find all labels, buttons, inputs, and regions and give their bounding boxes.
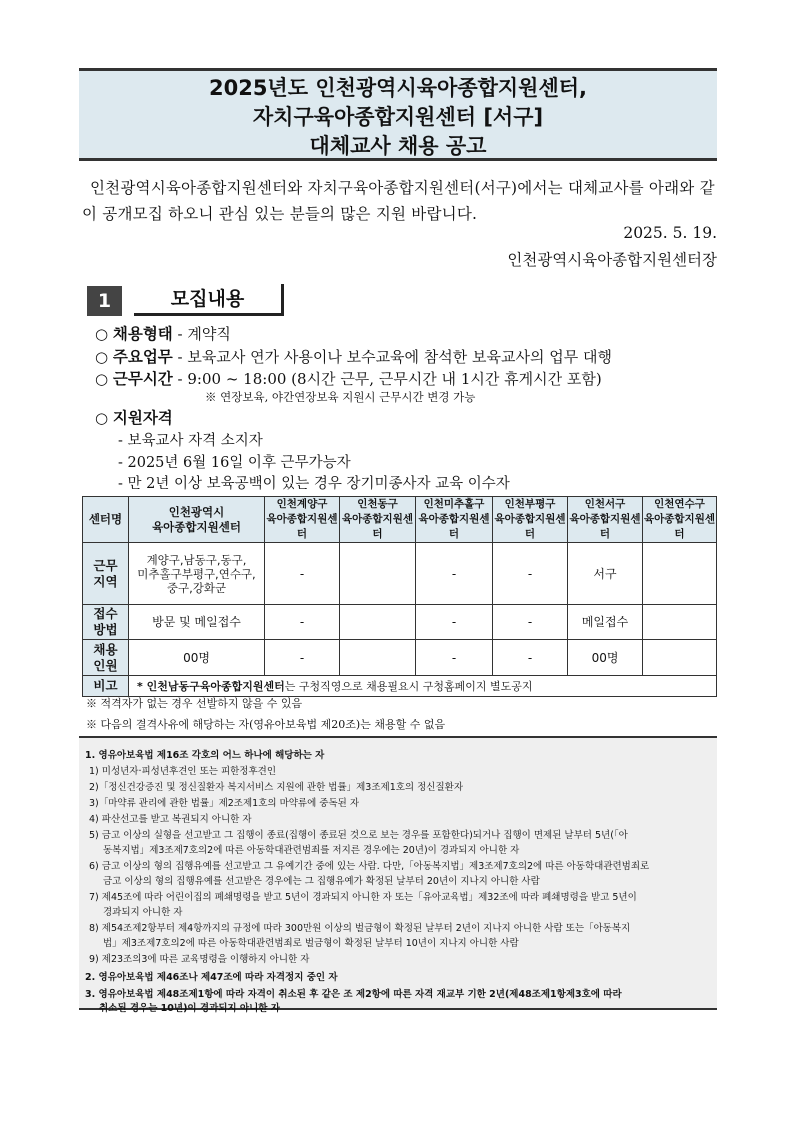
disq-heading-2: 2. 영유아보육법 제46조나 제47조에 따라 자격정지 중인 자: [85, 972, 338, 983]
disq-item-cont: 금고 이상의 형의 집행유예를 선고받은 경우에는 그 집행유예가 확정된 날부터 20년이 지나지 아니한 사람: [103, 876, 540, 887]
disq-item: 7) 제45조에 따라 어린이집의 폐쇄명령을 받고 5년이 경과되지 아니한 자 또는「유아교육법」제32조에 따라 폐쇄명령을 받고 5년이: [89, 892, 637, 903]
note-no-selection: ※ 적격자가 없는 경우 선발하지 않을 수 있음: [86, 697, 303, 710]
title-line-1: 2025년도 인천광역시육아종합지원센터,: [208, 76, 588, 100]
table-row: [83, 676, 717, 697]
item-value: - 9:00 ~ 18:00 (8시간 근무, 근무시간 내 1시간 휴게시간 포함): [172, 370, 602, 388]
disq-item-cont: 경과되지 아니한 자: [103, 907, 183, 918]
circle-bullet-icon: ○: [95, 325, 109, 343]
hours-note: ※ 연장보육, 야간연장보육 지원시 근무시간 변경 가능: [205, 390, 476, 404]
table-cell: 메일접수: [568, 605, 643, 640]
center-table: [82, 496, 717, 697]
item-value: - 보육교사 연가 사용이나 보수교육에 참석한 보육교사의 업무 대행: [172, 348, 612, 366]
circle-bullet-icon: ○: [95, 370, 109, 388]
note-disqualification: ※ 다음의 결격사유에 해당하는 자(영유아보육법 제20조)는 채용할 수 없음: [86, 718, 446, 731]
item-main-duty: [95, 345, 612, 367]
circle-bullet-icon: ○: [95, 409, 109, 427]
intro-paragraph: 인천광역시육아종합지원센터와 자치구육아종합지원센터(서구)에서는 대체교사를 아래와 같이 공개모집 하오니 관심 있는 분들의 많은 지원 바랍니다.: [82, 179, 715, 223]
item-employment-type: [95, 322, 231, 344]
table-cell: -: [416, 543, 493, 605]
table-row: [83, 640, 717, 676]
table-cell: [340, 605, 416, 640]
header-donggu: 인천동구 육아종합지원센터: [340, 497, 416, 543]
table-cell: [643, 605, 717, 640]
issuer-name: 인천광역시육아종합지원센터장: [507, 251, 717, 269]
disq-item: 9) 제23조의3에 따른 교육명령을 이행하지 아니한 자: [89, 954, 310, 965]
item-label: 지원자격: [112, 409, 173, 427]
table-cell: [643, 640, 717, 676]
header-seogu: 인천서구 육아종합지원센터: [568, 497, 643, 543]
circle-bullet-icon: ○: [95, 348, 109, 366]
row-label-method: 접수 방법: [83, 605, 129, 640]
title-line-3: 대체교사 채용 공고: [309, 134, 487, 158]
header-bupyeong: 인천부평구 육아종합지원센터: [493, 497, 568, 543]
item-qualification: [95, 406, 173, 428]
item-value: - 계약직: [172, 325, 231, 343]
row-label-count: 채용 인원: [83, 640, 129, 676]
qualification-3: - 만 2년 이상 보육공백이 있는 경우 장기미종사자 교육 이수자: [118, 476, 510, 492]
table-cell: -: [265, 640, 340, 676]
disq-heading-3: 3. 영유아보육법 제48조제1항에 따라 자격이 취소된 후 같은 조 제2항에 따른 자격 재교부 기한 2년(제48조제1항제3호에 따라: [85, 989, 622, 1000]
table-corner: 센터명: [83, 497, 129, 543]
header-michuhol: 인천미추홀구 육아종합지원센터: [416, 497, 493, 543]
title-banner: [79, 68, 717, 161]
disq-heading-3-cont: 취소된 경우는 10년)이 경과되지 아니한 자: [99, 1003, 280, 1014]
disq-item: 1) 미성년자·피성년후견인 또는 피한정후견인: [89, 766, 277, 777]
header-incheon-city: 인천광역시 육아종합지원센터: [129, 497, 265, 543]
table-row: [83, 543, 717, 605]
disq-item: 2)「정신건강증진 및 정신질환자 복지서비스 지원에 관한 법률」제3조제1호의 정신질환자: [89, 782, 463, 793]
table-cell: [643, 543, 717, 605]
disqualification-box: [79, 736, 717, 1014]
disq-item: 3)「마약류 관리에 관한 법률」제2조제1호의 마약류에 중독된 자: [89, 798, 360, 809]
disq-item: 5) 금고 이상의 실형을 선고받고 그 집행이 종료(집행이 종료된 것으로 보는 경우를 포함한다)되거나 집행이 면제된 날부터 5년(「아: [89, 830, 628, 841]
table-cell: [340, 640, 416, 676]
table-header-row: [83, 497, 717, 543]
item-label: 채용형태: [112, 325, 173, 343]
table-cell: 00명: [129, 640, 265, 676]
item-work-hours: [95, 367, 602, 389]
table-cell: 00명: [568, 640, 643, 676]
disq-item: 4) 파산선고를 받고 복권되지 아니한 자: [89, 814, 252, 825]
table-cell: -: [493, 605, 568, 640]
disq-heading-1: 1. 영유아보육법 제16조 각호의 어느 하나에 해당하는 자: [85, 750, 325, 761]
table-cell: -: [265, 543, 340, 605]
table-cell: -: [265, 605, 340, 640]
table-cell: -: [416, 640, 493, 676]
disq-item: 8) 제54조제2항부터 제4항까지의 규정에 따라 300만원 이상의 벌금형이 확정된 날부터 2년이 지나지 아니한 사람 또는「아동복지: [89, 923, 631, 934]
table-cell: -: [493, 640, 568, 676]
table-note: * 인천남동구육아종합지원센터는 구청직영으로 채용필요시 구청홈페이지 별도공지: [129, 676, 717, 697]
table-cell: 서구: [568, 543, 643, 605]
title-line-2: 자치구육아종합지원센터 [서구]: [252, 105, 544, 129]
table-row: [83, 605, 717, 640]
qualification-1: - 보육교사 자격 소지자: [118, 433, 263, 449]
table-cell: -: [416, 605, 493, 640]
table-cell: 방문 및 메일접수: [129, 605, 265, 640]
item-label: 주요업무: [112, 348, 173, 366]
disq-item-cont: 법」제3조제7호의2에 따른 아동학대관련범죄로 벌금형이 확정된 날부터 10년이 지나지 아니한 사람: [103, 938, 519, 949]
header-yeonsu: 인천연수구 육아종합지원센터: [643, 497, 717, 543]
header-gyeyang: 인천계양구 육아종합지원센터: [265, 497, 340, 543]
disq-item-cont: 동복지법」제3조제7호의2에 따른 아동학대관련범죄를 저지른 경우에는 20년)이 경과되지 아니한 자: [103, 845, 520, 856]
section-number: 1: [87, 286, 122, 316]
row-label-region: 근무 지역: [83, 543, 129, 605]
qualification-2: - 2025년 6월 16일 이후 근무가능자: [118, 455, 351, 471]
disq-item: 6) 금고 이상의 형의 집행유예를 선고받고 그 유예기간 중에 있는 사람. 다만,「아동복지법」제3조제7호의2에 따른 아동학대관련범죄로: [89, 861, 650, 872]
announcement-date: 2025. 5. 19.: [623, 224, 717, 242]
section-title: 모집내용: [134, 284, 284, 316]
table-cell: [340, 543, 416, 605]
item-label: 근무시간: [112, 370, 173, 388]
table-cell: -: [493, 543, 568, 605]
table-cell: 계양구,남동구,동구, 미추홀구부평구,연수구, 중구,강화군: [129, 543, 265, 605]
row-label-note: 비고: [83, 676, 129, 697]
